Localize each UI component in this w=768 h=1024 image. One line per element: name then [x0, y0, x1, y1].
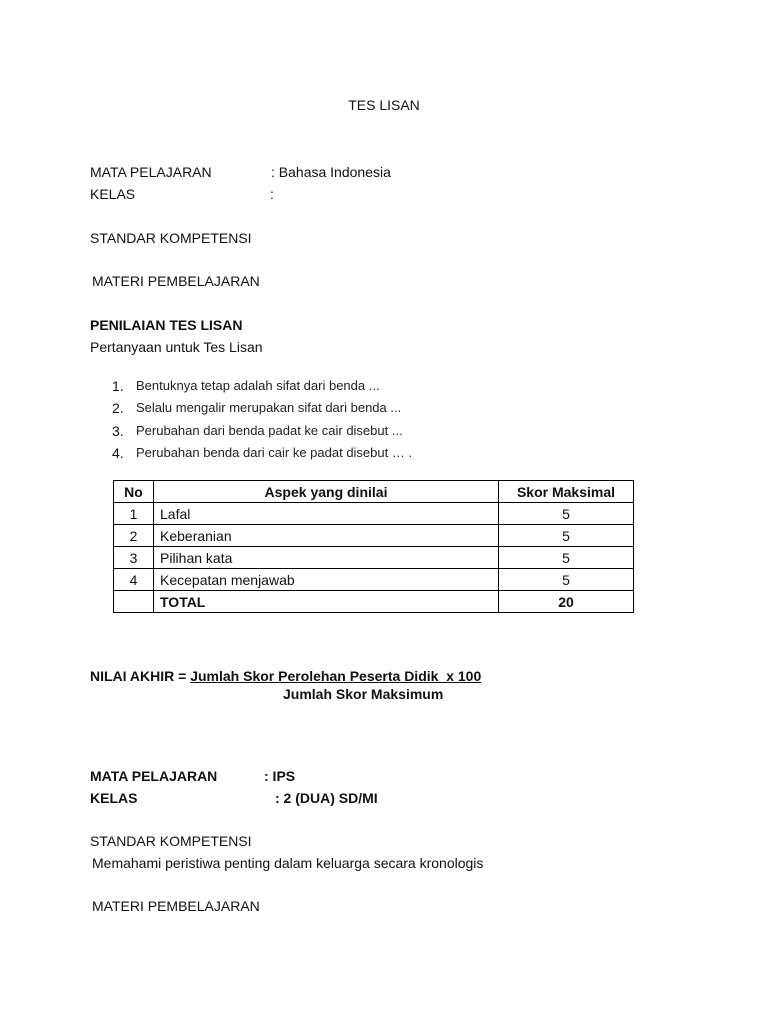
header-no: No [114, 481, 154, 503]
question-text: Perubahan dari benda padat ke cair disebut ... [136, 423, 403, 438]
formula-prefix: NILAI AKHIR = [90, 668, 191, 684]
question-number: 4. [112, 445, 124, 461]
cell-aspek: Lafal [154, 503, 499, 525]
standar-kompetensi-label-2: STANDAR KOMPETENSI [90, 833, 252, 849]
kelas-label-2: KELAS [90, 790, 138, 806]
mapel-label: MATA PELAJARAN [90, 164, 212, 180]
materi-pembelajaran-label: MATERI PEMBELAJARAN [92, 273, 260, 289]
cell-no: 3 [114, 547, 154, 569]
mapel-value: : Bahasa Indonesia [271, 164, 391, 180]
formula-denominator: Jumlah Skor Maksimum [283, 686, 444, 702]
pertanyaan-intro: Pertanyaan untuk Tes Lisan [90, 339, 263, 355]
cell-no: 2 [114, 525, 154, 547]
question-text: Perubahan benda dari cair ke padat disebut … . [136, 445, 413, 460]
penilaian-heading: PENILAIAN TES LISAN [90, 317, 243, 333]
standar-kompetensi-text: Memahami peristiwa penting dalam keluarga secara kronologis [92, 855, 484, 871]
cell-no: 1 [114, 503, 154, 525]
total-row [114, 591, 634, 613]
mapel-label-2: MATA PELAJARAN [90, 768, 218, 784]
header-aspek: Aspek yang dinilai [154, 481, 499, 503]
formula-numerator: Jumlah Skor Perolehan Peserta Didik x 100 [190, 668, 482, 684]
cell-aspek: Pilihan kata [154, 547, 499, 569]
question-number: 3. [112, 423, 124, 439]
total-label: TOTAL [154, 591, 499, 613]
kelas-value-2: : 2 (DUA) SD/MI [275, 790, 378, 806]
cell-no: 4 [114, 569, 154, 591]
question-number: 2. [112, 400, 124, 416]
cell-skor: 5 [499, 547, 634, 569]
kelas-value: : [270, 186, 274, 202]
header-skor: Skor Maksimal [499, 481, 634, 503]
question-text: Selalu mengalir merupakan sifat dari benda ... [136, 400, 402, 415]
question-text: Bentuknya tetap adalah sifat dari benda ... [136, 378, 380, 393]
materi-pembelajaran-label-2: MATERI PEMBELAJARAN [92, 898, 260, 914]
cell-skor: 5 [499, 525, 634, 547]
cell-skor: 5 [499, 569, 634, 591]
formula-line [90, 667, 481, 685]
kelas-label: KELAS [90, 186, 136, 202]
table-header-row [114, 481, 634, 503]
table-row [114, 547, 634, 569]
cell-aspek: Kecepatan menjawab [154, 569, 499, 591]
cell-no-empty [114, 591, 154, 613]
mapel-value-2: : IPS [264, 768, 296, 784]
table-row [114, 525, 634, 547]
page-title: TES LISAN [348, 97, 420, 113]
table-row [114, 569, 634, 591]
total-value: 20 [499, 591, 634, 613]
cell-skor: 5 [499, 503, 634, 525]
question-number: 1. [112, 378, 124, 394]
cell-aspek: Keberanian [154, 525, 499, 547]
table-row [114, 503, 634, 525]
standar-kompetensi-label: STANDAR KOMPETENSI [90, 230, 252, 246]
score-table [113, 480, 634, 613]
